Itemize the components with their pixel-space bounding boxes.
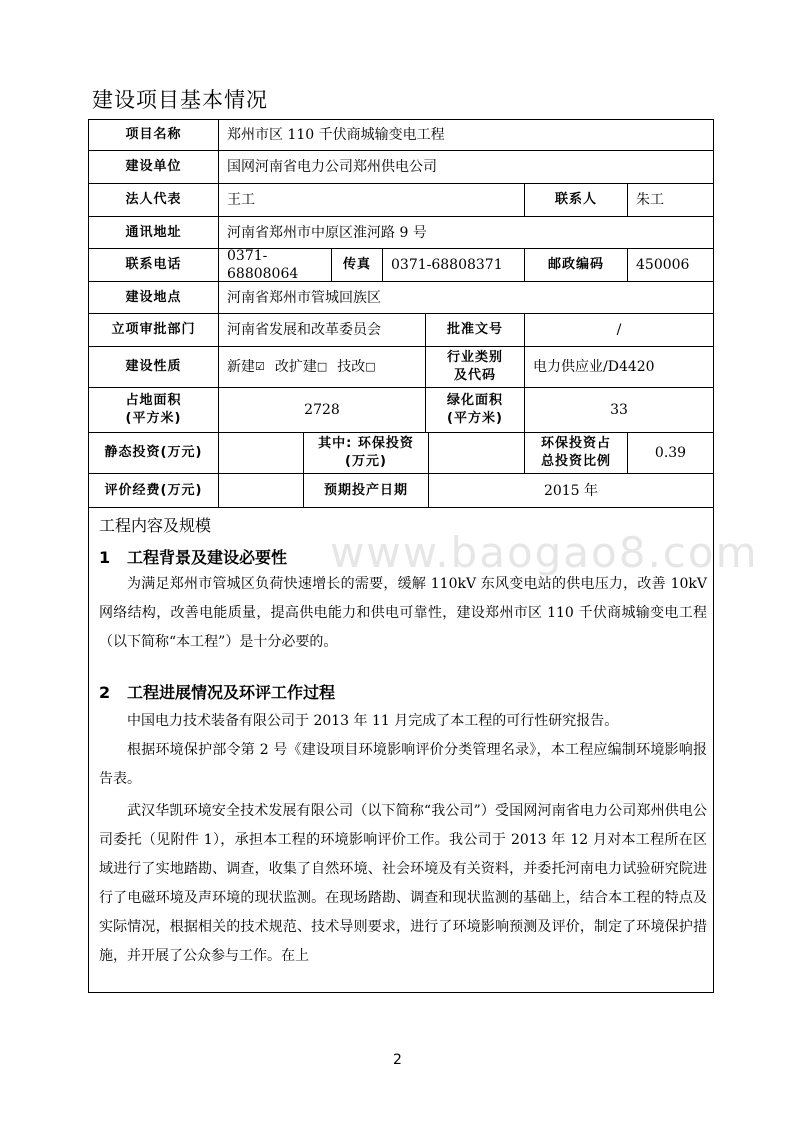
nature-tech-label: 技改 <box>337 359 366 375</box>
legal-rep-label: 法人代表 <box>88 183 219 217</box>
contact-value: 朱工 <box>627 183 714 217</box>
section-1-heading <box>99 545 287 568</box>
area-label-line1: 占地面积 <box>125 393 182 408</box>
area-label-line2: (平方米) <box>125 411 182 426</box>
nature-label: 建设性质 <box>88 346 219 388</box>
prod-date-label: 预期投产日期 <box>303 473 429 508</box>
env-ratio-label <box>524 432 628 474</box>
static-investment-label: 静态投资(万元) <box>88 432 219 474</box>
green-label-line2: (平方米) <box>447 411 503 426</box>
fax-label: 传真 <box>331 248 383 282</box>
project-name-label: 项目名称 <box>88 119 219 151</box>
approval-dept-label: 立项审批部门 <box>88 313 219 347</box>
nature-expand-label: 改扩建 <box>274 359 317 375</box>
page-title: 建设项目基本情况 <box>92 88 268 112</box>
env-ratio-value: 0.39 <box>627 432 714 474</box>
industry-label <box>425 346 525 388</box>
address-label: 通讯地址 <box>88 216 219 249</box>
phone-value: 0371-68808064 <box>218 248 332 282</box>
nature-options <box>218 346 426 388</box>
legal-rep-value: 王工 <box>218 183 525 217</box>
industry-label-line2: 及代码 <box>453 368 496 383</box>
page-number: 2 <box>393 1052 402 1068</box>
env-investment-value <box>428 432 525 474</box>
green-label <box>425 387 525 433</box>
builder-value: 国网河南省电力公司郑州供电公司 <box>218 150 714 184</box>
project-info-table <box>88 119 714 508</box>
checkbox-empty-icon: □ <box>365 360 376 373</box>
fax-value: 0371-68808371 <box>382 248 525 282</box>
static-investment-value <box>218 432 304 474</box>
approval-doc-value: / <box>524 313 714 347</box>
section-2-number: 2 <box>99 683 111 702</box>
builder-label: 建设单位 <box>88 150 219 184</box>
postcode-label: 邮政编码 <box>524 248 628 282</box>
approval-dept-value: 河南省发展和改革委员会 <box>218 313 426 347</box>
checkbox-empty-icon: □ <box>316 360 328 373</box>
prod-date-value: 2015 年 <box>428 473 714 508</box>
approval-doc-label: 批准文号 <box>425 313 525 347</box>
location-label: 建设地点 <box>88 281 219 314</box>
section-1-title: 工程背景及建设必要性 <box>127 548 288 567</box>
eval-fee-label: 评价经费(万元) <box>88 473 219 508</box>
area-value: 2728 <box>218 387 426 433</box>
location-value: 河南省郑州市管城回族区 <box>218 281 714 314</box>
content-heading: 工程内容及规模 <box>99 516 212 535</box>
section-2-paragraph-2: 根据环境保护部令第 2 号《建设项目环境影响评价分类管理名录》，本工程应编制环境影响报告表。 <box>99 742 707 787</box>
env-investment-label-line2: (万元) <box>345 454 387 469</box>
eval-fee-value <box>218 473 304 508</box>
industry-value: 电力供应业/D4420 <box>524 346 714 388</box>
section-2-title: 工程进展情况及环评工作过程 <box>127 683 336 702</box>
area-label <box>88 387 219 433</box>
section-2-heading <box>99 680 335 703</box>
section-1-paragraph-1: 为满足郑州市管城区负荷快速增长的需要，缓解 110kV 东风变电站的供电压力，改善 10kV 网络结构，改善电能质量，提高供电能力和供电可靠性，建设郑州市区 110 千伏商城输变电工程（以下简称“本工程”）是十分必要的。 <box>99 576 707 650</box>
section-1-number: 1 <box>99 548 111 567</box>
checkbox-checked-icon: ☑ <box>255 360 265 373</box>
env-ratio-label-line1: 环保投资占 <box>540 436 611 451</box>
green-value: 33 <box>524 387 714 433</box>
contact-label: 联系人 <box>524 183 628 217</box>
industry-label-line1: 行业类别 <box>446 350 503 365</box>
phone-label: 联系电话 <box>88 248 219 282</box>
content-box <box>88 507 714 993</box>
project-name-value: 郑州市区 110 千伏商城输变电工程 <box>218 119 714 151</box>
env-investment-label <box>303 432 429 474</box>
env-ratio-label-line2: 总投资比例 <box>540 454 611 469</box>
watermark: www.baogao8.com <box>330 528 759 577</box>
section-2-paragraph-1: 中国电力技术装备有限公司于 2013 年 11 月完成了本工程的可行性研究报告。 <box>127 713 619 729</box>
postcode-value: 450006 <box>627 248 714 282</box>
address-value: 河南省郑州市中原区淮河路 9 号 <box>218 216 714 249</box>
env-investment-label-line1: 其中: 环保投资 <box>318 436 414 451</box>
section-2-paragraph-3: 武汉华凯环境安全技术发展有限公司（以下简称“我公司”）受国网河南省电力公司郑州供电公司委托（见附件 1），承担本工程的环境影响评价工作。我公司于 2013 年 12 月对本工程所在区域进行了实地踏勘、调查，收集了自然环境、社会环境及有关资料，并委托河南电力试验研究院进行了电磁环境及声环境的现状监测。在现场踏勘、调查和现状监测的基础上，结合本工程的特点及实际情况，根据相关的技术规范、技术导则要求，进行了环境影响预测及评价，制定了环境保护措施，并开展了公众参与工作。在上 <box>99 803 707 964</box>
nature-new-label: 新建 <box>227 359 255 375</box>
green-label-line1: 绿化面积 <box>446 393 503 408</box>
